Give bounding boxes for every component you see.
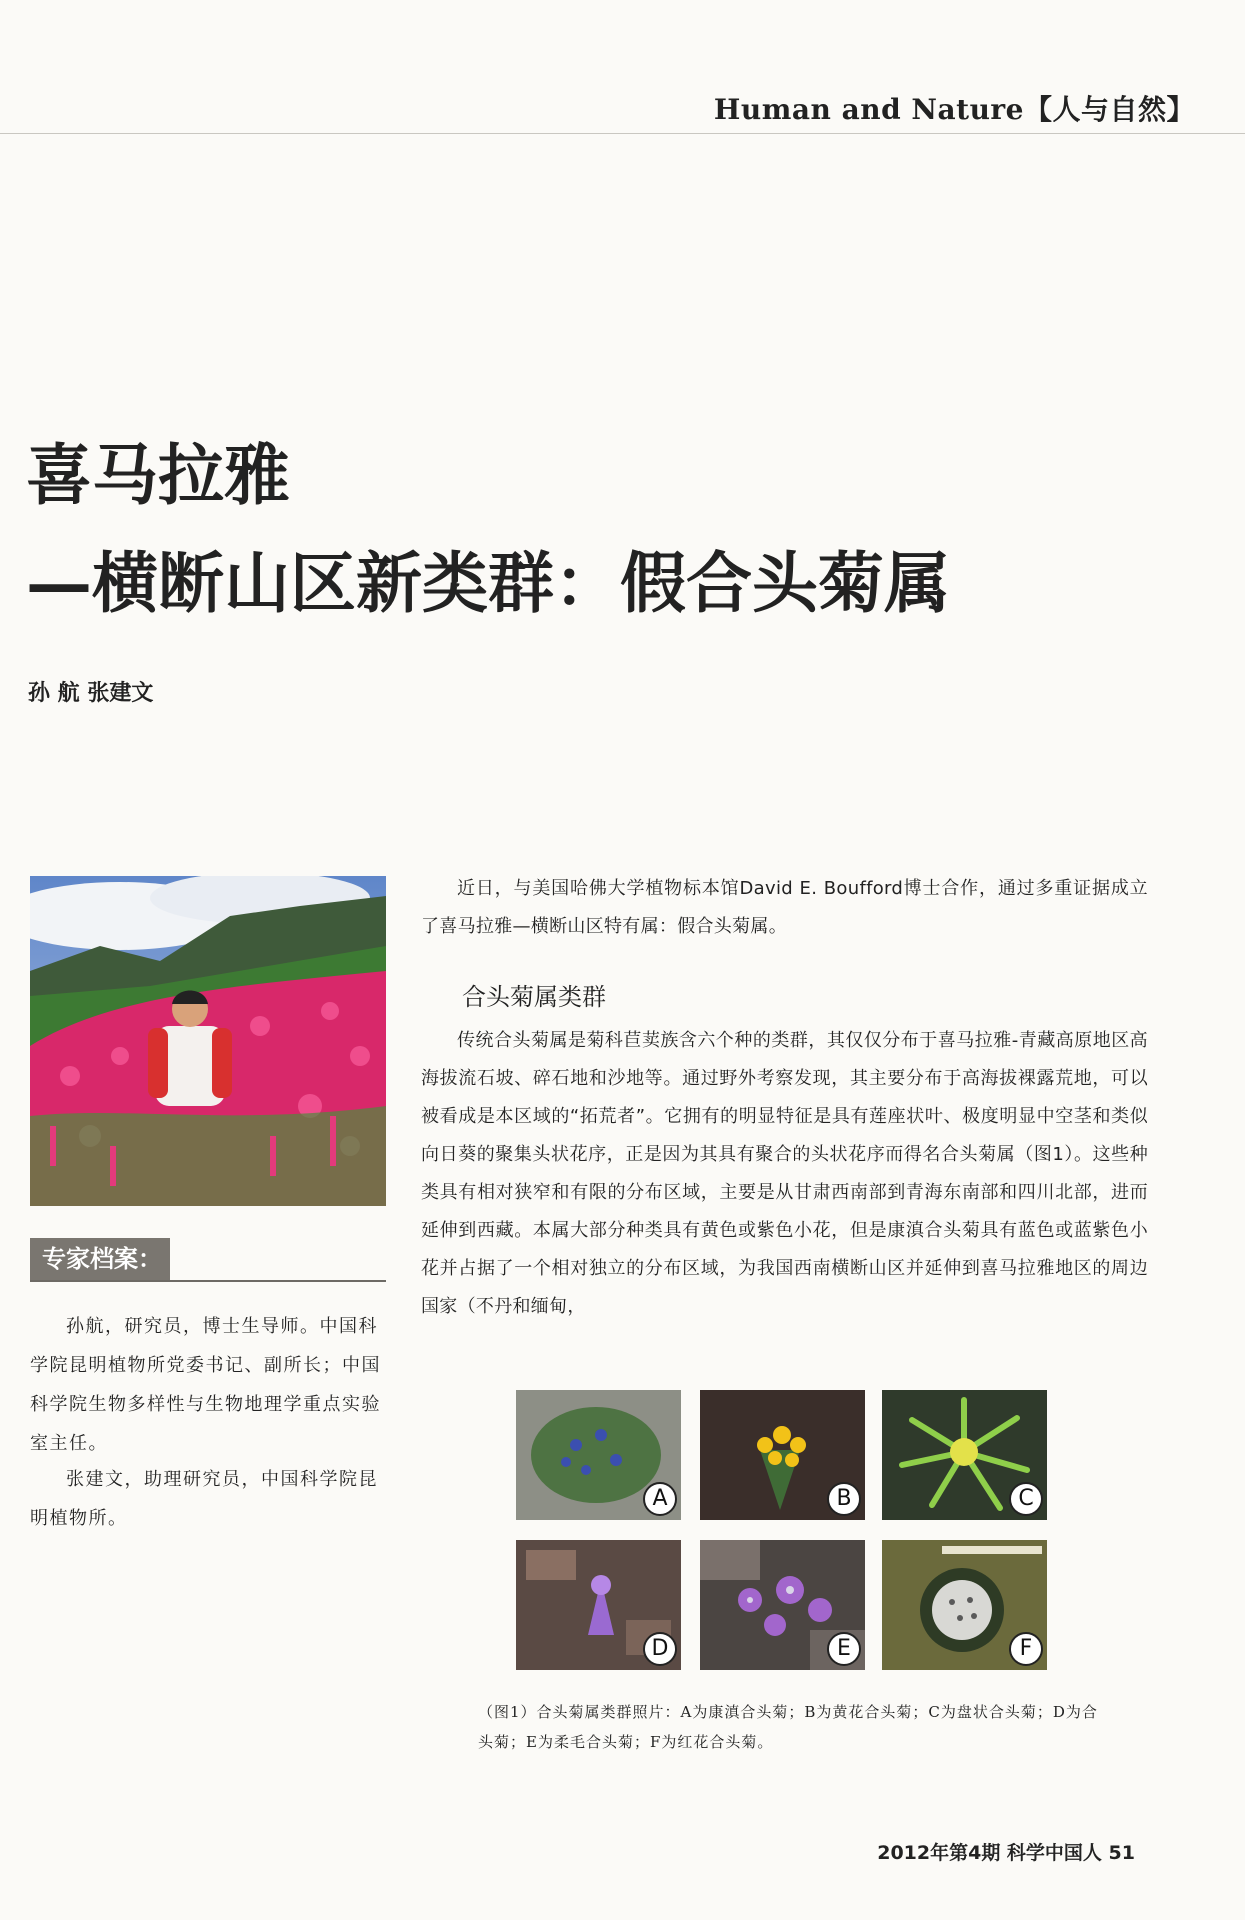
expert-profile-heading (30, 1238, 386, 1284)
intro-paragraph: 近日，与美国哈佛大学植物标本馆David E. Boufford博士合作，通过多重证据成立了喜马拉雅—横断山区特有属：假合头菊属。 (421, 878, 1148, 937)
expert-profile-rule (30, 1280, 386, 1282)
section-subheading: 合头菊属类群 (462, 983, 606, 1011)
figure-label-d: D (643, 1632, 677, 1666)
figure-label-b: B (827, 1482, 861, 1516)
bio-zhang-jianwen: 张建文，助理研究员，中国科学院昆明植物所。 (30, 1469, 378, 1529)
figure-photo-c (882, 1390, 1047, 1520)
figure-photo-f (882, 1540, 1047, 1670)
figure-photo-e (700, 1540, 865, 1670)
figure-label-a: A (643, 1482, 677, 1516)
page-footer: 2012年第4期 科学中国人 51 (877, 1842, 1135, 1864)
bio-sun-hang: 孙航，研究员，博士生导师。中国科学院昆明植物所党委书记、副所长；中国科学院生物多样性与生物地理学重点实验室主任。 (30, 1316, 381, 1454)
figure-label-e: E (827, 1632, 861, 1666)
body-paragraph: 传统合头菊属是菊科苣荬族含六个种的类群，其仅仅分布于喜马拉雅-青藏高原地区高海拔流石坡、碎石地和沙地等。通过野外考察发现，其主要分布于高海拔裸露荒地，可以被看成是本区域的“拓荒者”。它拥有的明显特征是具有莲座状叶、极度明显中空茎和类似向日葵的聚集头状花序，正是因为其具有聚合的头状花序而得名合头菊属（图1）。这些种类具有相对狭窄和有限的分布区域，主要是从甘肃西南部到青海东南部和四川北部，进而延伸到西藏。本属大部分种类具有黄色或紫色小花，但是康滇合头菊具有蓝色或蓝紫色小花并占据了一个相对独立的分布区域，为我国西南横断山区并延伸到喜马拉雅地区的周边国家（不丹和缅甸， (421, 1030, 1148, 1317)
expert-profile-label: 专家档案： (30, 1238, 170, 1280)
figure-label-c: C (1009, 1482, 1043, 1516)
section-header: Human and Nature【人与自然】 (713, 93, 1195, 126)
figure-photo-a (516, 1390, 681, 1520)
article-title-line2: —横断山区新类群：假合头菊属 (26, 544, 950, 622)
figure-label-f: F (1009, 1632, 1043, 1666)
figure-1-caption: （图1）合头菊属类群照片：A为康滇合头菊；B为黄花合头菊；C为盘状合头菊；D为合头菊；E为柔毛合头菊；F为红花合头菊。 (478, 1703, 1098, 1751)
article-authors: 孙 航 张建文 (28, 681, 154, 706)
figure-photo-d (516, 1540, 681, 1670)
article-title-line1: 喜马拉雅 (26, 436, 290, 514)
figure-1-grid (516, 1390, 1048, 1680)
header-rule (0, 133, 1245, 134)
figure-photo-b (700, 1390, 865, 1520)
author-photo (30, 876, 386, 1206)
